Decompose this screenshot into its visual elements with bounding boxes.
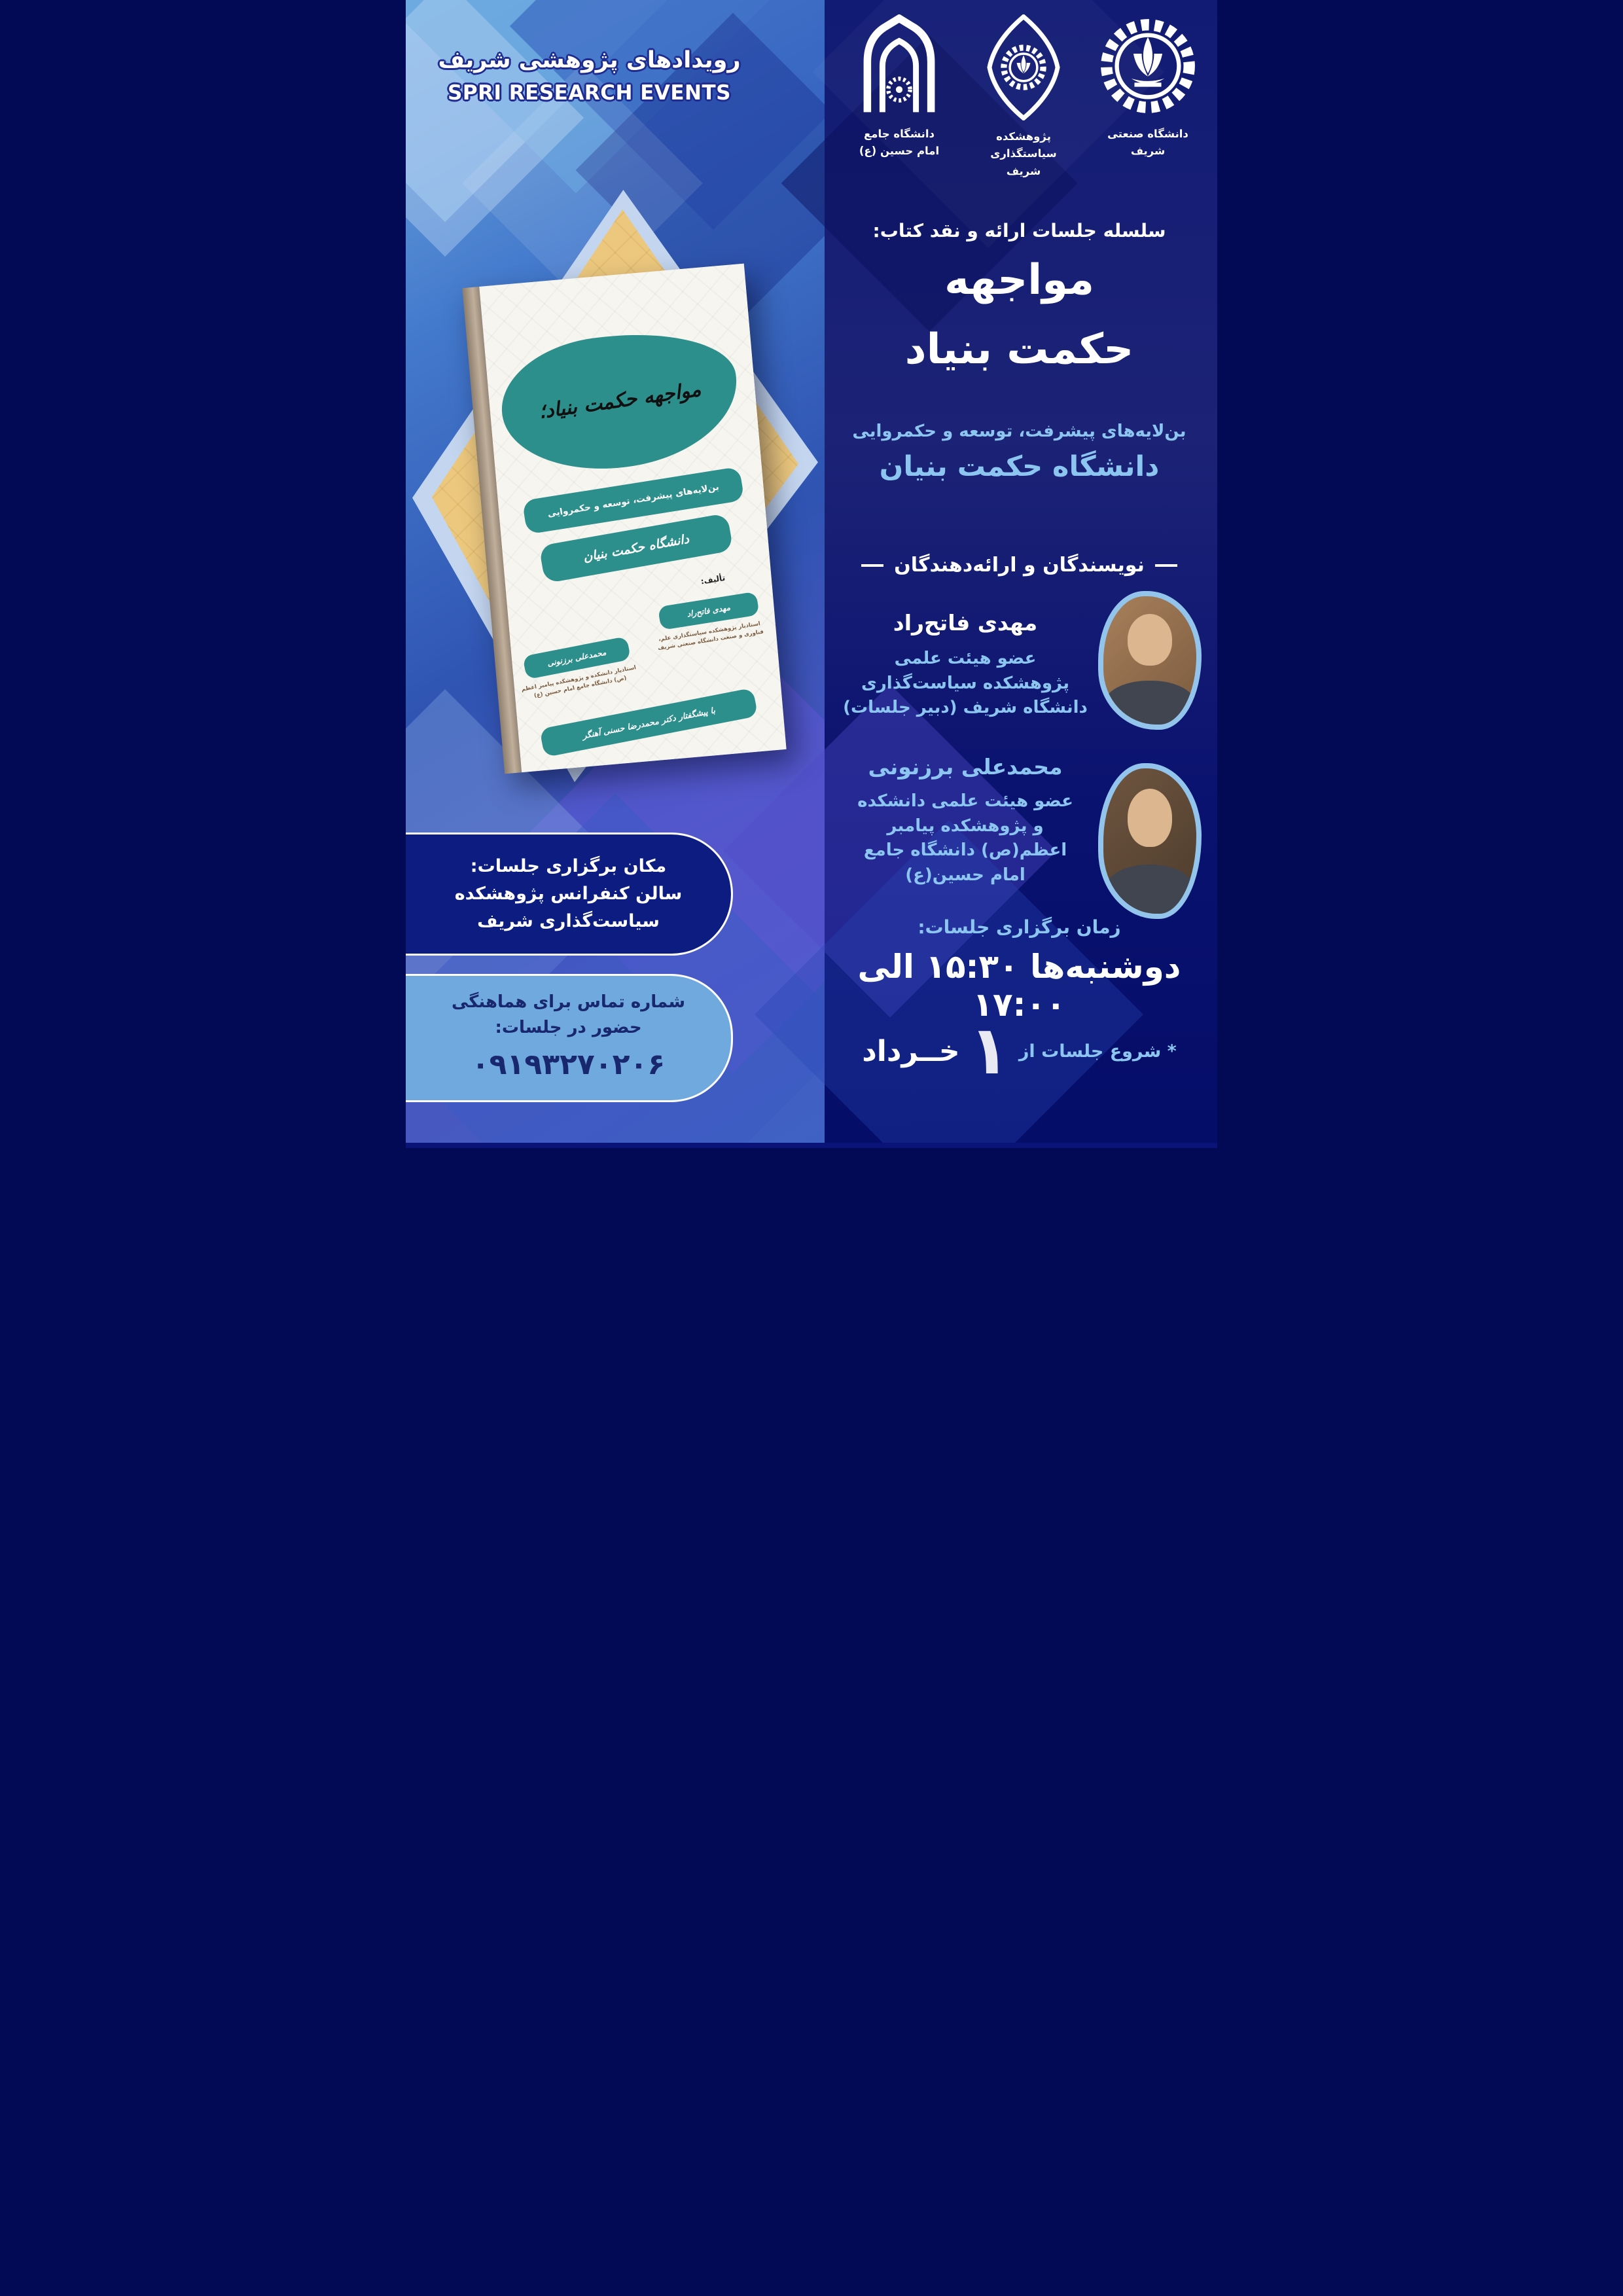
logo-caption-line: پژوهشکده سیاستگذاری: [990, 130, 1057, 160]
logo-sharif-university: [1089, 14, 1207, 180]
banner-title-fa: رویدادهای پژوهشی شریف: [438, 47, 741, 73]
logo-caption-line: شریف: [1006, 164, 1041, 177]
logo-caption-line: دانشگاه صنعتی: [1107, 128, 1188, 140]
authors-section-header: [831, 554, 1207, 577]
poster-page: [406, 0, 1217, 1148]
location-line-1: سالن کنفرانس پژوهشکده: [454, 884, 683, 905]
author-2-desc-line: اعظم(ص) دانشگاه جامع: [863, 840, 1067, 861]
person-portrait-head: [1128, 789, 1172, 847]
events-banner: [424, 47, 755, 105]
event-subtitle-emphasis: دانشگاه حکمت بنیان: [879, 450, 1160, 483]
author-1-description: [834, 647, 1096, 721]
logo-caption: [965, 128, 1082, 180]
author-2-description: [834, 789, 1096, 888]
book-author-affiliation-1: استادیار پژوهشکده سیاستگذاری علم، فناوری و صنعت دانشگاه صنعتی شریف: [657, 620, 764, 652]
logo-caption-line: دانشگاه جامع: [864, 128, 935, 140]
note-month: خــرداد: [862, 1034, 960, 1068]
person-portrait-body: [1103, 865, 1196, 919]
contact-line-2: حضور در جلسات:: [495, 1018, 642, 1037]
speaker-photo-1: [1098, 591, 1202, 730]
imam-hossein-arch-icon: [857, 14, 941, 118]
location-box: [406, 833, 733, 956]
schedule-label: زمان برگزاری جلسات:: [918, 916, 1121, 938]
logo-spri: [965, 14, 1082, 180]
author-1-name: مهدی فاتح‌راد: [893, 610, 1038, 636]
location-line-2: سیاست‌گذاری شریف: [477, 910, 660, 931]
person-portrait-body: [1103, 681, 1196, 730]
event-subtitle: بن‌لایه‌های پیشرفت، توسعه و حکمروایی: [852, 422, 1186, 441]
book-author-pill-2: محمدعلی برزنونی: [522, 636, 631, 679]
book-university-band: دانشگاه حکمت بنیان: [539, 513, 734, 584]
location-title: مکان برگزاری جلسات:: [470, 856, 667, 877]
book-title-calligraphy-blob: [493, 319, 747, 483]
authors-header-text: نویسندگان و ارائه‌دهندگان: [894, 554, 1145, 577]
logo-caption: [1107, 126, 1188, 160]
author-2-desc-line: عضو هیئت علمی دانشکده: [857, 791, 1073, 811]
schedule-note: [831, 1013, 1207, 1089]
note-day-number: ۱: [969, 1012, 1010, 1090]
contact-phone-number: ۰۹۱۹۳۲۷۰۲۰۶: [471, 1048, 666, 1081]
author-1-desc-line: دانشگاه شریف (دبیر جلسات): [843, 698, 1088, 718]
event-title-line2: حکمت بنیاد: [904, 325, 1134, 374]
speaker-photo-2: [1098, 763, 1202, 919]
logo-caption-line: امام حسین (ع): [859, 145, 940, 158]
contact-box: [406, 974, 733, 1102]
sharif-university-gear-icon: [1096, 14, 1200, 118]
book-foreword-band: با پیشگفتار دکتر محمدرضا حسنی آهنگر: [539, 688, 758, 758]
banner-title-en: SPRI RESEARCH EVENTS: [448, 81, 731, 105]
book-front-cover: [479, 264, 786, 773]
schedule-time: دوشنبه‌ها ۱۵:۳۰ الی ۱۷:۰۰: [857, 948, 1181, 1024]
author-2-desc-line: و پژوهشکده پیامبر: [887, 816, 1044, 836]
logos-row: [840, 14, 1207, 180]
book-title: مواجهه حکمت بنیاد؛: [537, 378, 703, 423]
event-title-line1: مواجهه: [944, 256, 1094, 304]
logo-caption-line: شریف: [1130, 145, 1166, 158]
person-portrait-head: [1128, 614, 1172, 665]
contact-line-1: شماره تماس برای هماهنگی: [451, 992, 686, 1012]
book-taalif-label: تألیف:: [700, 573, 726, 586]
author-1-desc-line: عضو هیئت علمی: [894, 649, 1037, 668]
book-cover-photo: [462, 264, 786, 774]
book-author-pill-1: مهدی فاتح‌راد: [658, 592, 760, 630]
header-dash-left: [861, 564, 883, 567]
logo-imam-hossein-university: [840, 14, 958, 180]
header-dash-right: [1155, 564, 1177, 567]
event-kicker: سلسله جلسات ارائه و نقد کتاب:: [872, 220, 1166, 242]
note-prefix: * شروع جلسات از: [1018, 1041, 1177, 1062]
author-2-name: محمدعلی برزنونی: [868, 754, 1063, 780]
book-subtitle-band: بن‌لایه‌های پیشرفت، توسعه و حکمروایی: [522, 467, 745, 535]
book-author-affiliation-2: استادیار دانشکده و پژوهشکده پیامبر اعظم (ص) دانشگاه جامع امام حسین (ع): [520, 664, 637, 700]
logo-caption: [859, 126, 939, 160]
author-2-desc-line: امام حسین(ع): [905, 865, 1026, 886]
bottom-strip: [406, 1143, 1217, 1148]
author-1-desc-line: پژوهشکده سیاست‌گذاری: [861, 673, 1069, 693]
spri-diamond-icon: [985, 14, 1062, 120]
